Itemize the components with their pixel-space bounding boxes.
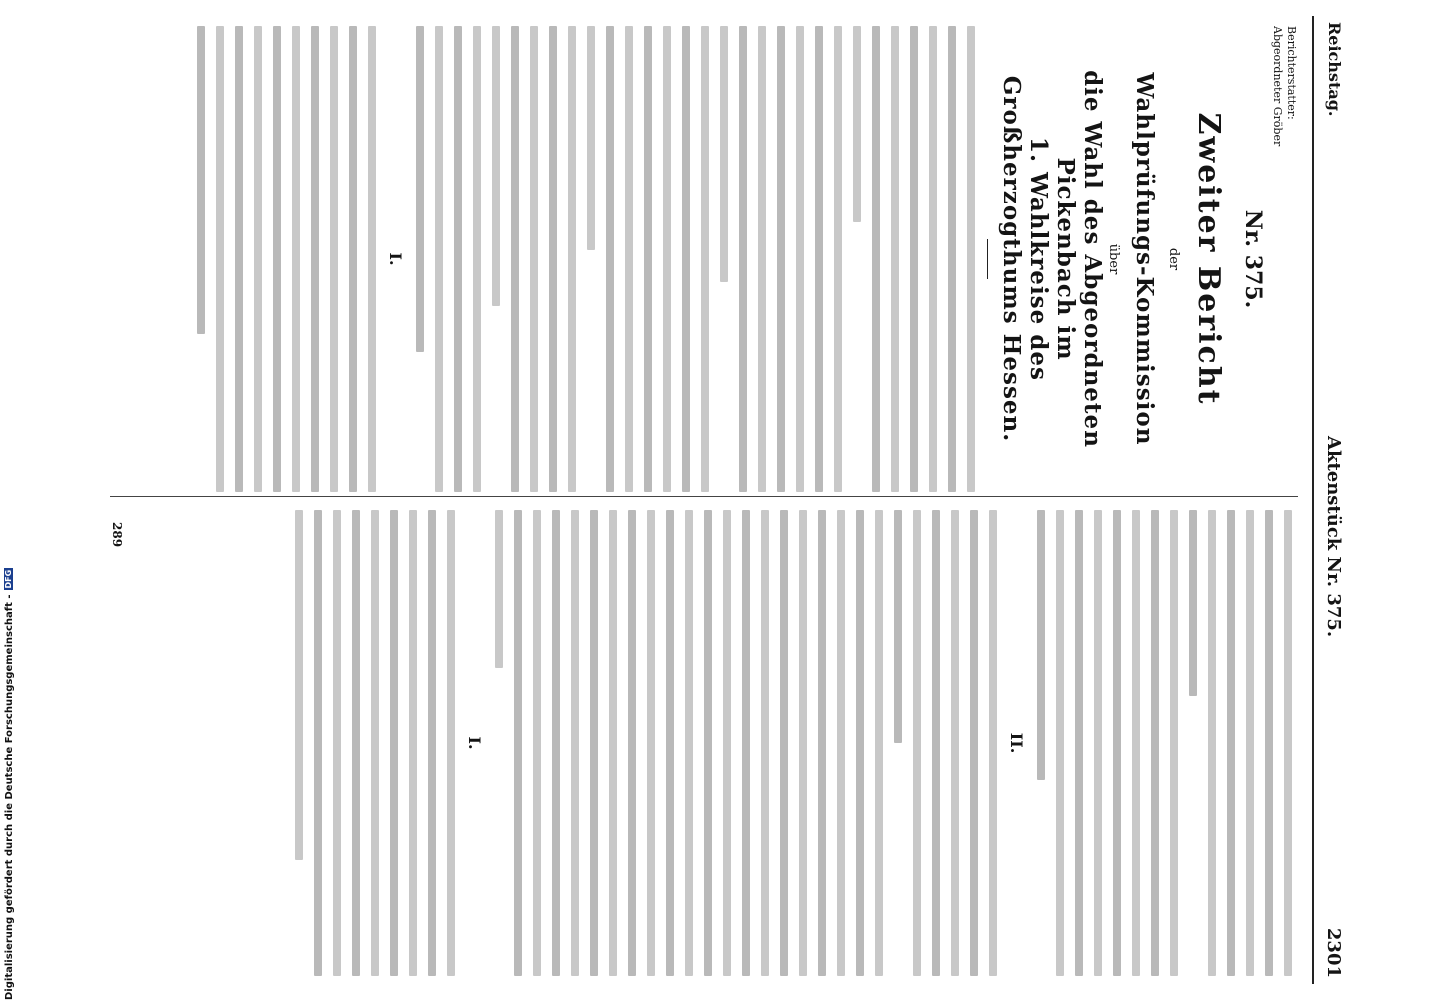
committee-name: Wahlprüfungs-Kommission <box>1131 72 1158 446</box>
title-ueber: über <box>1106 243 1121 275</box>
text-line <box>910 26 918 492</box>
text-line <box>818 510 826 976</box>
text-line <box>761 510 769 976</box>
text-line <box>1170 510 1178 976</box>
text-line <box>590 510 598 976</box>
right-column <box>110 510 1298 976</box>
text-line <box>409 510 417 976</box>
text-line <box>739 26 747 492</box>
text-line <box>951 510 959 976</box>
left-intro-paragraph <box>853 26 975 492</box>
text-line <box>682 26 690 492</box>
text-line <box>254 26 262 492</box>
text-line <box>989 510 997 976</box>
text-line <box>435 26 443 492</box>
text-line <box>333 510 341 976</box>
document-title: Zweiter Bericht <box>1191 112 1226 406</box>
text-line <box>1246 510 1254 976</box>
title-der: der <box>1166 247 1181 271</box>
text-line <box>720 26 728 282</box>
text-line <box>666 510 674 976</box>
right-paragraph-2 <box>1037 510 1178 976</box>
text-line <box>891 26 899 492</box>
right-section-I-text <box>295 510 455 976</box>
text-line <box>663 26 671 492</box>
text-line <box>777 26 785 492</box>
byline-label: Berichterstatter: <box>1285 26 1298 120</box>
text-line <box>758 26 766 492</box>
right-testimony <box>495 510 883 976</box>
text-line <box>872 26 880 492</box>
text-line <box>967 26 975 492</box>
column-separator <box>110 496 1298 497</box>
byline-name: Abgeordneter Gröber <box>1271 26 1284 147</box>
byline <box>1270 26 1298 492</box>
title-rule <box>987 239 988 279</box>
text-line <box>352 510 360 976</box>
text-line <box>1113 510 1121 976</box>
running-header <box>1310 16 1344 984</box>
text-line <box>837 510 845 976</box>
text-line <box>368 26 376 492</box>
text-line <box>292 26 300 492</box>
text-line <box>723 510 731 976</box>
text-line <box>780 510 788 976</box>
text-line <box>533 510 541 976</box>
text-line <box>1075 510 1083 976</box>
text-line <box>447 510 455 976</box>
text-line <box>970 510 978 976</box>
text-line <box>932 510 940 976</box>
text-line <box>606 26 614 492</box>
text-line <box>492 26 500 306</box>
text-line <box>815 26 823 492</box>
text-line <box>796 26 804 492</box>
text-line <box>552 510 560 976</box>
text-line <box>273 26 281 492</box>
text-line <box>216 26 224 492</box>
text-line <box>330 26 338 492</box>
text-line <box>514 510 522 976</box>
text-line <box>948 26 956 492</box>
text-line <box>295 510 303 860</box>
section-numeral: II. <box>1007 732 1026 754</box>
text-line <box>1094 510 1102 976</box>
text-line <box>628 510 636 976</box>
subject-line-2: 1. Wahlkreise des Großherzogthums Hessen. <box>998 75 1052 443</box>
text-line <box>549 26 557 492</box>
text-line <box>587 26 595 250</box>
text-line <box>568 26 576 492</box>
text-line <box>685 510 693 976</box>
text-line <box>625 26 633 492</box>
text-line <box>197 26 205 334</box>
right-section-II-intro <box>894 510 997 976</box>
text-line <box>799 510 807 976</box>
text-line <box>416 26 424 352</box>
document-page <box>90 16 1352 984</box>
text-line <box>853 26 861 222</box>
text-line <box>314 510 322 976</box>
text-line <box>834 26 842 492</box>
header-left: Reichstag. <box>1325 22 1344 117</box>
text-line <box>875 510 883 976</box>
left-section-I-text <box>197 26 376 492</box>
text-line <box>609 510 617 976</box>
text-line <box>511 26 519 492</box>
text-line <box>1284 510 1292 976</box>
text-line <box>390 510 398 976</box>
text-line <box>1227 510 1235 976</box>
text-line <box>856 510 864 976</box>
folio-number: 289 <box>110 522 124 548</box>
text-line <box>1132 510 1140 976</box>
text-line <box>530 26 538 492</box>
dfg-logo: DFG <box>4 569 13 589</box>
text-line <box>644 26 652 492</box>
text-line <box>473 26 481 492</box>
text-line <box>704 510 712 976</box>
text-line <box>428 510 436 976</box>
text-line <box>235 26 243 492</box>
text-line <box>929 26 937 492</box>
text-line <box>349 26 357 492</box>
left-point-2 <box>587 26 709 492</box>
text-line <box>1056 510 1064 976</box>
left-point-3 <box>492 26 576 492</box>
text-line <box>894 510 902 743</box>
text-line <box>571 510 579 976</box>
text-line <box>913 510 921 976</box>
text-line <box>701 26 709 492</box>
text-line <box>742 510 750 976</box>
text-line <box>311 26 319 492</box>
section-numeral: I. <box>386 252 405 266</box>
text-line <box>371 510 379 976</box>
right-paragraph-1 <box>1189 510 1292 976</box>
text-line <box>1189 510 1197 696</box>
text-line <box>495 510 503 668</box>
text-line <box>1265 510 1273 976</box>
section-numeral: I. <box>465 736 484 750</box>
digitization-note <box>4 0 18 1000</box>
text-line <box>1037 510 1045 780</box>
text-line <box>1151 510 1159 976</box>
left-paragraph-result <box>416 26 481 492</box>
digitization-note-text: Digitalisierung gefördert durch die Deutsche Forschungsgemeinschaft - <box>4 594 15 1000</box>
subject-line-1: die Wahl des Abgeordneten Pickenbach im <box>1052 70 1106 448</box>
text-line <box>1208 510 1216 976</box>
document-number: Nr. 375. <box>1240 209 1266 309</box>
header-middle: Aktenstück Nr. 375. <box>1323 436 1344 638</box>
left-column <box>110 26 1298 492</box>
header-rule <box>1312 16 1314 984</box>
page-number: 2301 <box>1323 927 1344 978</box>
text-line <box>454 26 462 492</box>
left-point-1 <box>720 26 842 492</box>
text-line <box>647 510 655 976</box>
